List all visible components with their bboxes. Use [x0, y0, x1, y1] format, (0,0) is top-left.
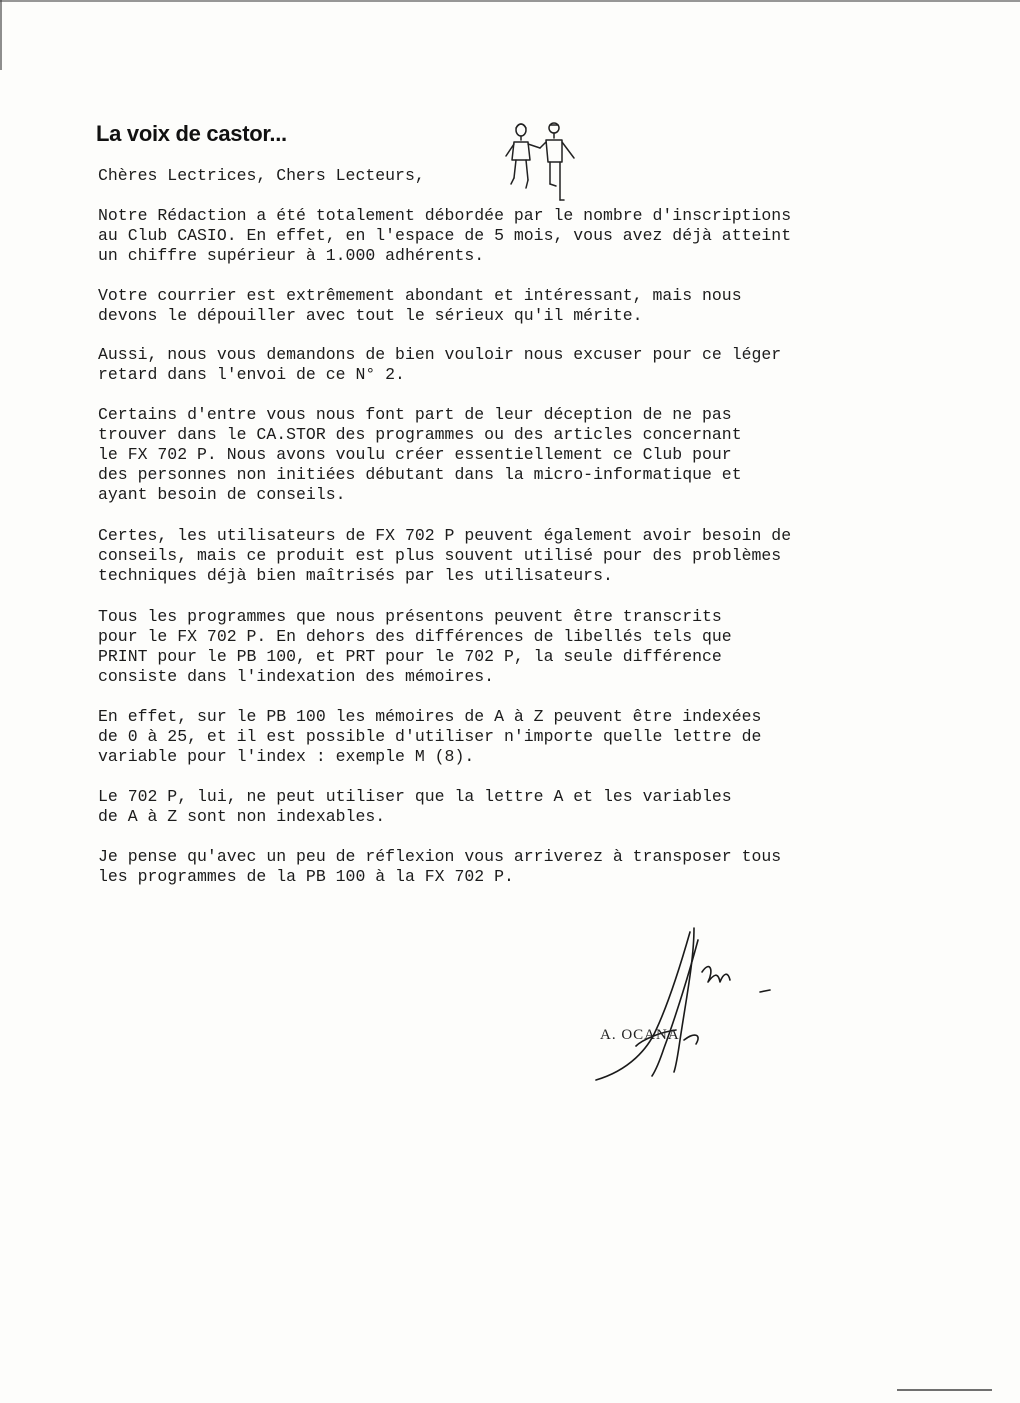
- paragraph-1: Notre Rédaction a été totalement débordée par le nombre d'inscriptions au Club CASIO. En effet, en l'espace de 5 mois, vous avez déjà atteint un chiffre supérieur à 1.000 adhérents.: [98, 206, 792, 265]
- paragraph-9: Je pense qu'avec un peu de réflexion vous arriverez à transposer tous les programmes de la PB 100 à la FX 702 P.: [98, 847, 782, 886]
- scan-edge-bottom: [897, 1389, 992, 1391]
- paragraph-4: Certains d'entre vous nous font part de leur déception de ne pas trouver dans le CA.STOR des programmes ou des articles concernant le FX 702 P. Nous avons voulu créer essentiellement ce Club pour des personnes non initiées débutant dans la micro-informatique et ayant besoin de conseils.: [98, 405, 742, 504]
- paragraph-7: En effet, sur le PB 100 les mémoires de A à Z peuvent être indexées de 0 à 25, et il est possible d'utiliser n'importe quelle lettre de variable pour l'index : exemple M (8).: [98, 707, 762, 766]
- signature-icon: [590, 920, 780, 1085]
- page-title: La voix de castor...: [96, 121, 287, 146]
- couple-mascot-icon: [496, 118, 582, 202]
- signer-name: A. OCANA: [600, 1027, 680, 1043]
- paragraph-5: Certes, les utilisateurs de FX 702 P peuvent également avoir besoin de conseils, mais ce produit est plus souvent utilisé pour des problèmes techniques déjà bien maîtrisés par les utilisateurs.: [98, 526, 792, 585]
- paragraph-8: Le 702 P, lui, ne peut utiliser que la lettre A et les variables de A à Z sont non indexables.: [98, 787, 732, 826]
- paragraph-3: Aussi, nous vous demandons de bien vouloir nous excuser pour ce léger retard dans l'envoi de ce N° 2.: [98, 345, 782, 384]
- greeting: Chères Lectrices, Chers Lecteurs,: [98, 166, 425, 185]
- scan-edge-left: [0, 0, 2, 70]
- paragraph-2: Votre courrier est extrêmement abondant et intéressant, mais nous devons le dépouiller avec tout le sérieux qu'il mérite.: [98, 286, 742, 325]
- paragraph-6: Tous les programmes que nous présentons peuvent être transcrits pour le FX 702 P. En dehors des différences de libellés tels que PRINT pour le PB 100, et PRT pour le 702 P, la seule différence consiste dans l'indexation des mémoires.: [98, 607, 732, 686]
- scan-edge-top: [0, 0, 1020, 2]
